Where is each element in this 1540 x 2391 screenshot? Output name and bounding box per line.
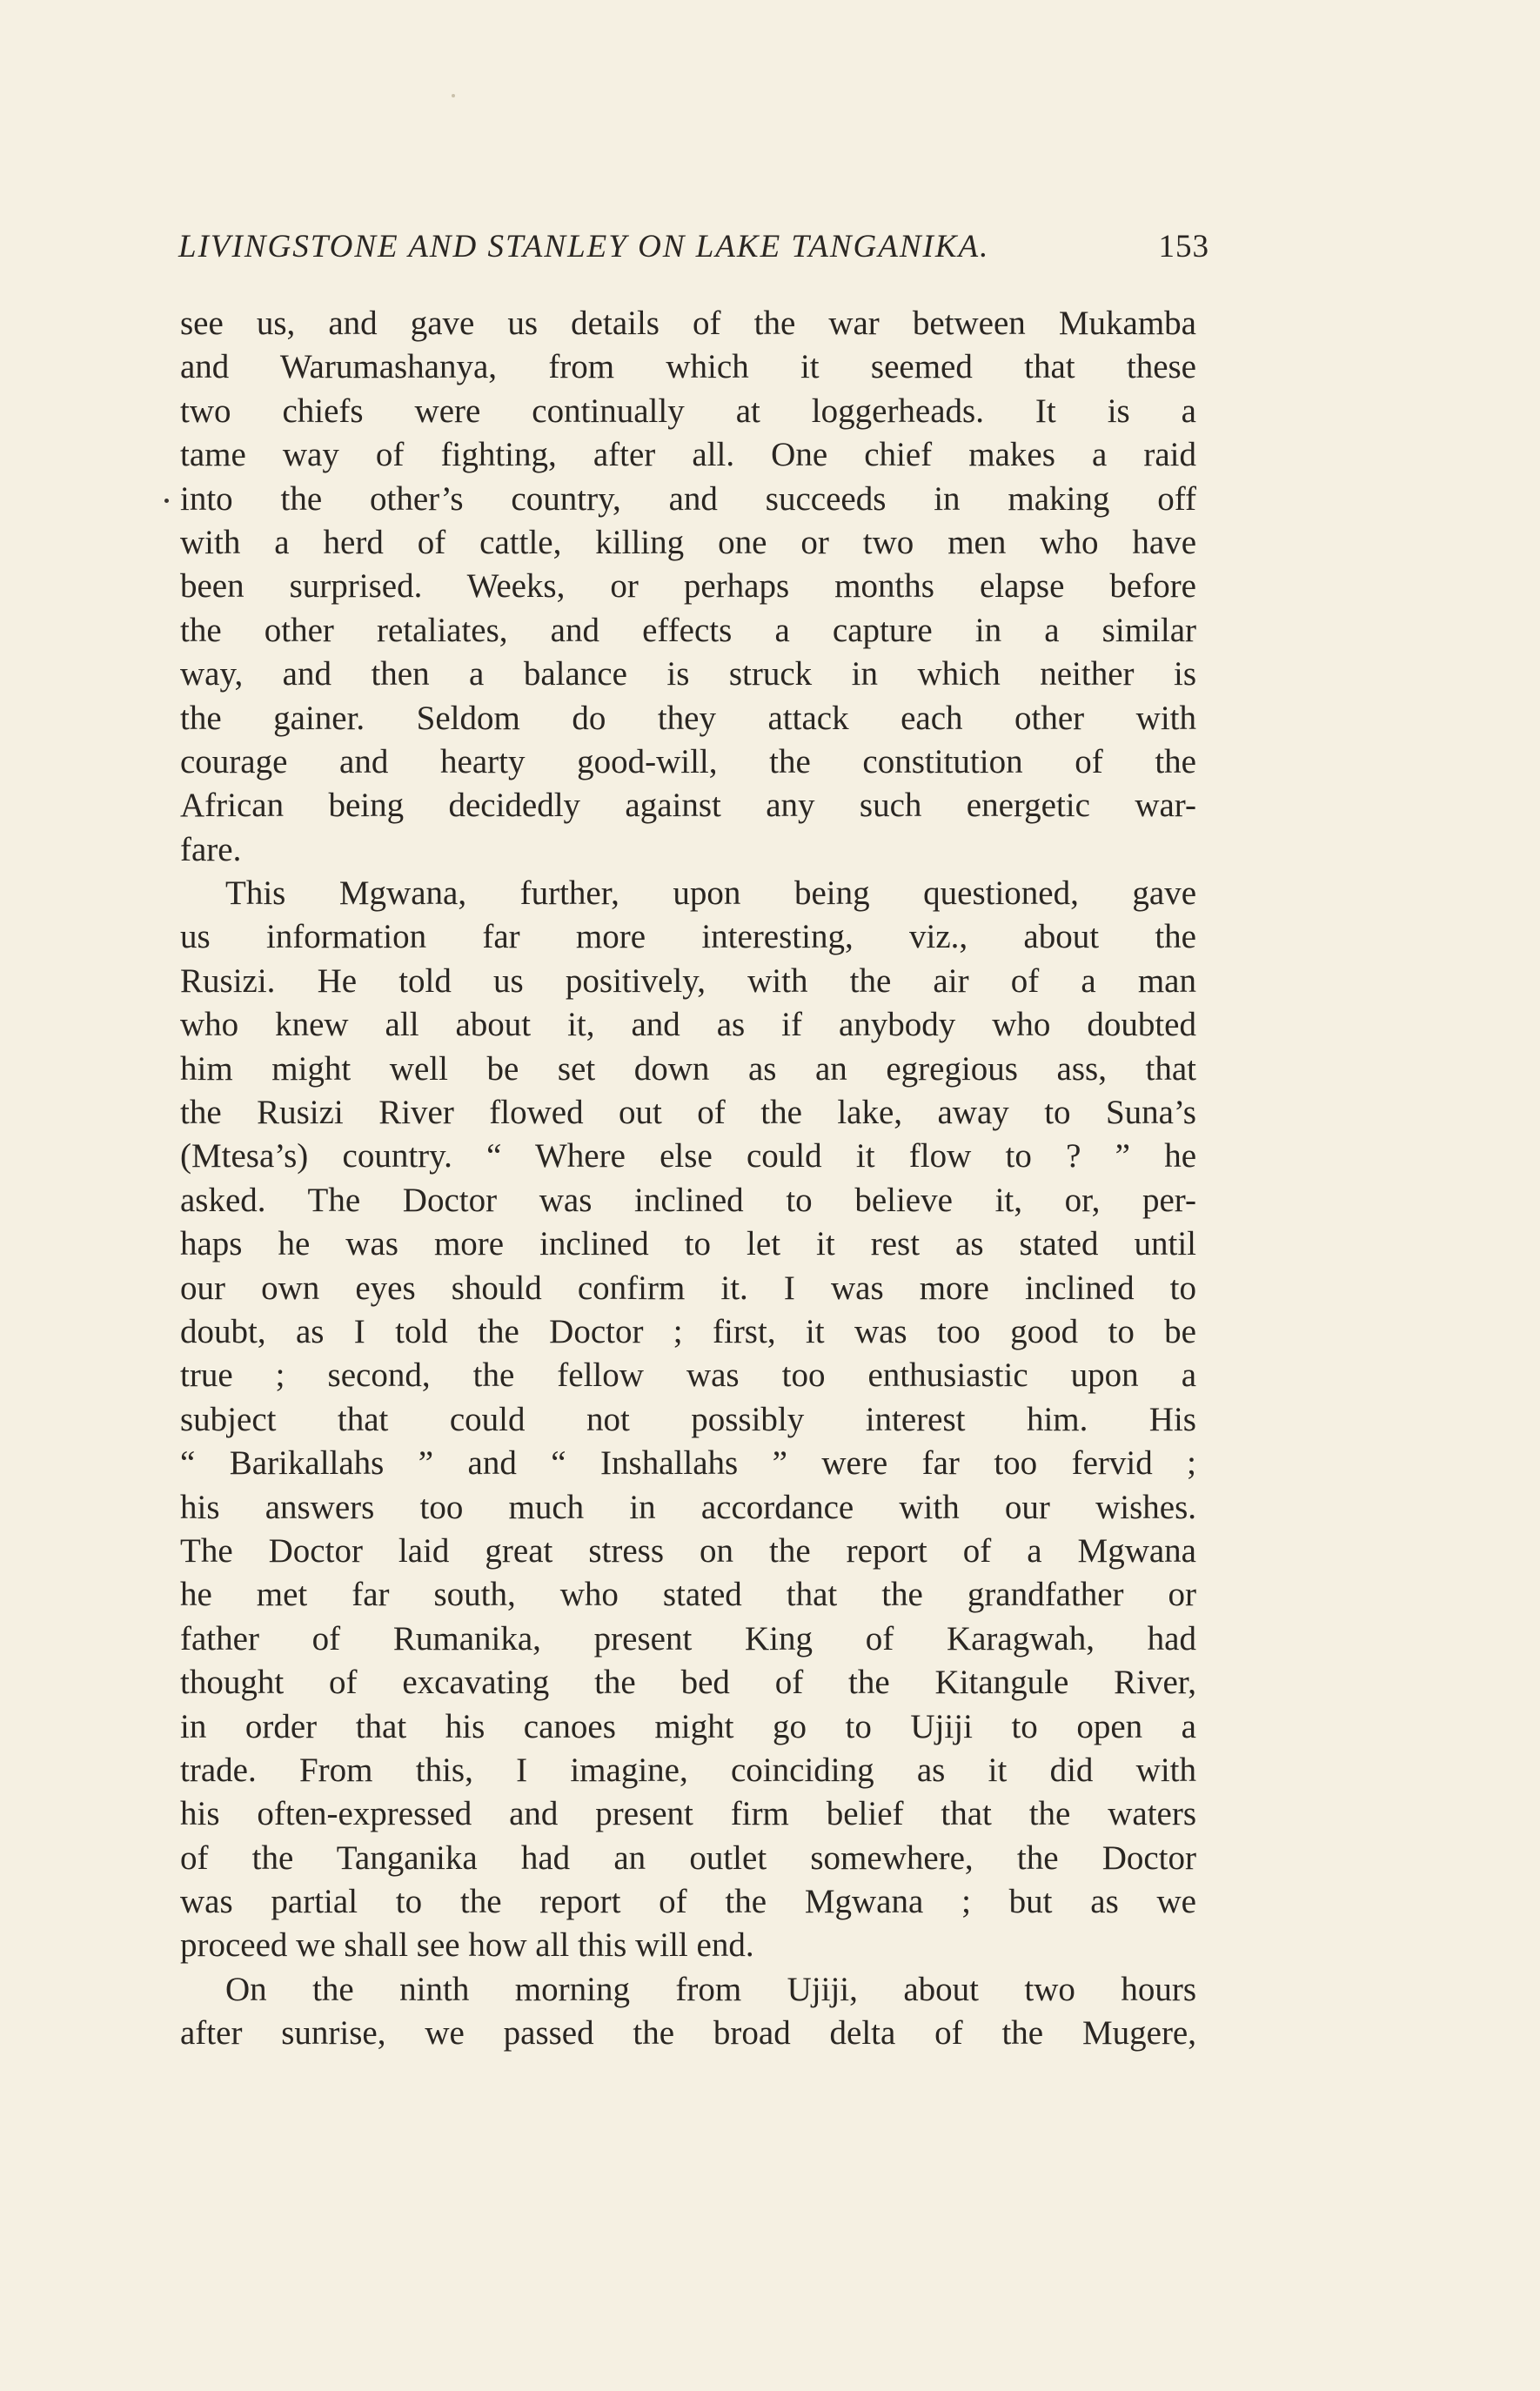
text-line: the other retaliates, and effects a capture in a similar: [180, 611, 1196, 649]
text-line: into the other’s country, and succeeds in making off: [180, 479, 1196, 518]
text-line: his often-expressed and present firm belief that the waters: [180, 1795, 1196, 1833]
text-line: “ Barikallahs ” and “ Inshallahs ” were far too fervid ;: [180, 1444, 1196, 1483]
text-line: The Doctor laid great stress on the report of a Mgwana: [180, 1531, 1196, 1570]
text-line: the gainer. Seldom do they attack each other with: [180, 699, 1196, 737]
text-line: our own eyes should confirm it. I was more inclined to: [180, 1269, 1196, 1307]
body-text: [180, 302, 1196, 2056]
text-line: who knew all about it, and as if anybody who doubted: [180, 1006, 1196, 1044]
text-line: (Mtesa’s) country. “ Where else could it flow to ? ” he: [180, 1137, 1196, 1175]
text-line: with a herd of cattle, killing one or two men who have: [180, 523, 1196, 561]
text-line: and Warumashanya, from which it seemed that these: [180, 348, 1196, 386]
text-line: of the Tanganika had an outlet somewhere, the Doctor: [180, 1838, 1196, 1877]
text-line: father of Rumanika, present King of Karagwah, had: [180, 1619, 1196, 1658]
text-line: way, and then a balance is struck in which neither is: [180, 655, 1196, 693]
text-line: true ; second, the fellow was too enthusiastic upon a: [180, 1356, 1196, 1395]
text-line: two chiefs were continually at loggerheads. It is a: [180, 392, 1196, 430]
text-line: after sunrise, we passed the broad delta of the Mugere,: [180, 2014, 1196, 2053]
text-line: the Rusizi River flowed out of the lake, away to Suna’s: [180, 1094, 1196, 1132]
text-line: subject that could not possibly interest him. His: [180, 1400, 1196, 1438]
paragraph-first-line: This Mgwana, further, upon being questioned, gave: [225, 874, 1196, 913]
text-line: his answers too much in accordance with our wishes.: [180, 1488, 1196, 1526]
text-line: Rusizi. He told us positively, with the air of a man: [180, 961, 1196, 1000]
text-line: African being decidedly against any such energetic war-: [180, 787, 1196, 825]
paper-speck: [452, 94, 455, 97]
text-line: thought of excavating the bed of the Kitangule River,: [180, 1664, 1196, 1702]
text-line: been surprised. Weeks, or perhaps months elapse before: [180, 567, 1196, 606]
paragraph-first-line: On the ninth morning from Ujiji, about two hours: [225, 1970, 1196, 2008]
running-head: [178, 223, 1209, 271]
text-line: was partial to the report of the Mgwana ; but as we: [180, 1883, 1196, 1921]
text-line: asked. The Doctor was inclined to believe it, or, per-: [180, 1181, 1196, 1219]
paragraph-end-line: proceed we shall see how all this will end.: [180, 1926, 754, 1965]
text-line: trade. From this, I imagine, coinciding as it did with: [180, 1751, 1196, 1789]
text-line: he met far south, who stated that the grandfather or: [180, 1576, 1196, 1614]
text-line: courage and hearty good-will, the constitution of the: [180, 742, 1196, 780]
text-line: haps he was more inclined to let it rest as stated until: [180, 1225, 1196, 1263]
page-number: 153: [1158, 229, 1209, 265]
text-line: see us, and gave us details of the war between Mukamba: [180, 305, 1196, 342]
text-line: in order that his canoes might go to Ujiji to open a: [180, 1707, 1196, 1745]
text-line: doubt, as I told the Doctor ; first, it was too good to be: [180, 1312, 1196, 1350]
text-line: tame way of fighting, after all. One chief makes a raid: [180, 436, 1196, 474]
paragraph-end-line: fare.: [180, 830, 242, 868]
margin-mark: [164, 499, 169, 503]
running-title: LIVINGSTONE AND STANLEY ON LAKE TANGANIKA.: [178, 229, 990, 265]
text-line: him might well be set down as an egregious ass, that: [180, 1049, 1196, 1088]
text-line: us information far more interesting, viz., about the: [180, 918, 1196, 956]
